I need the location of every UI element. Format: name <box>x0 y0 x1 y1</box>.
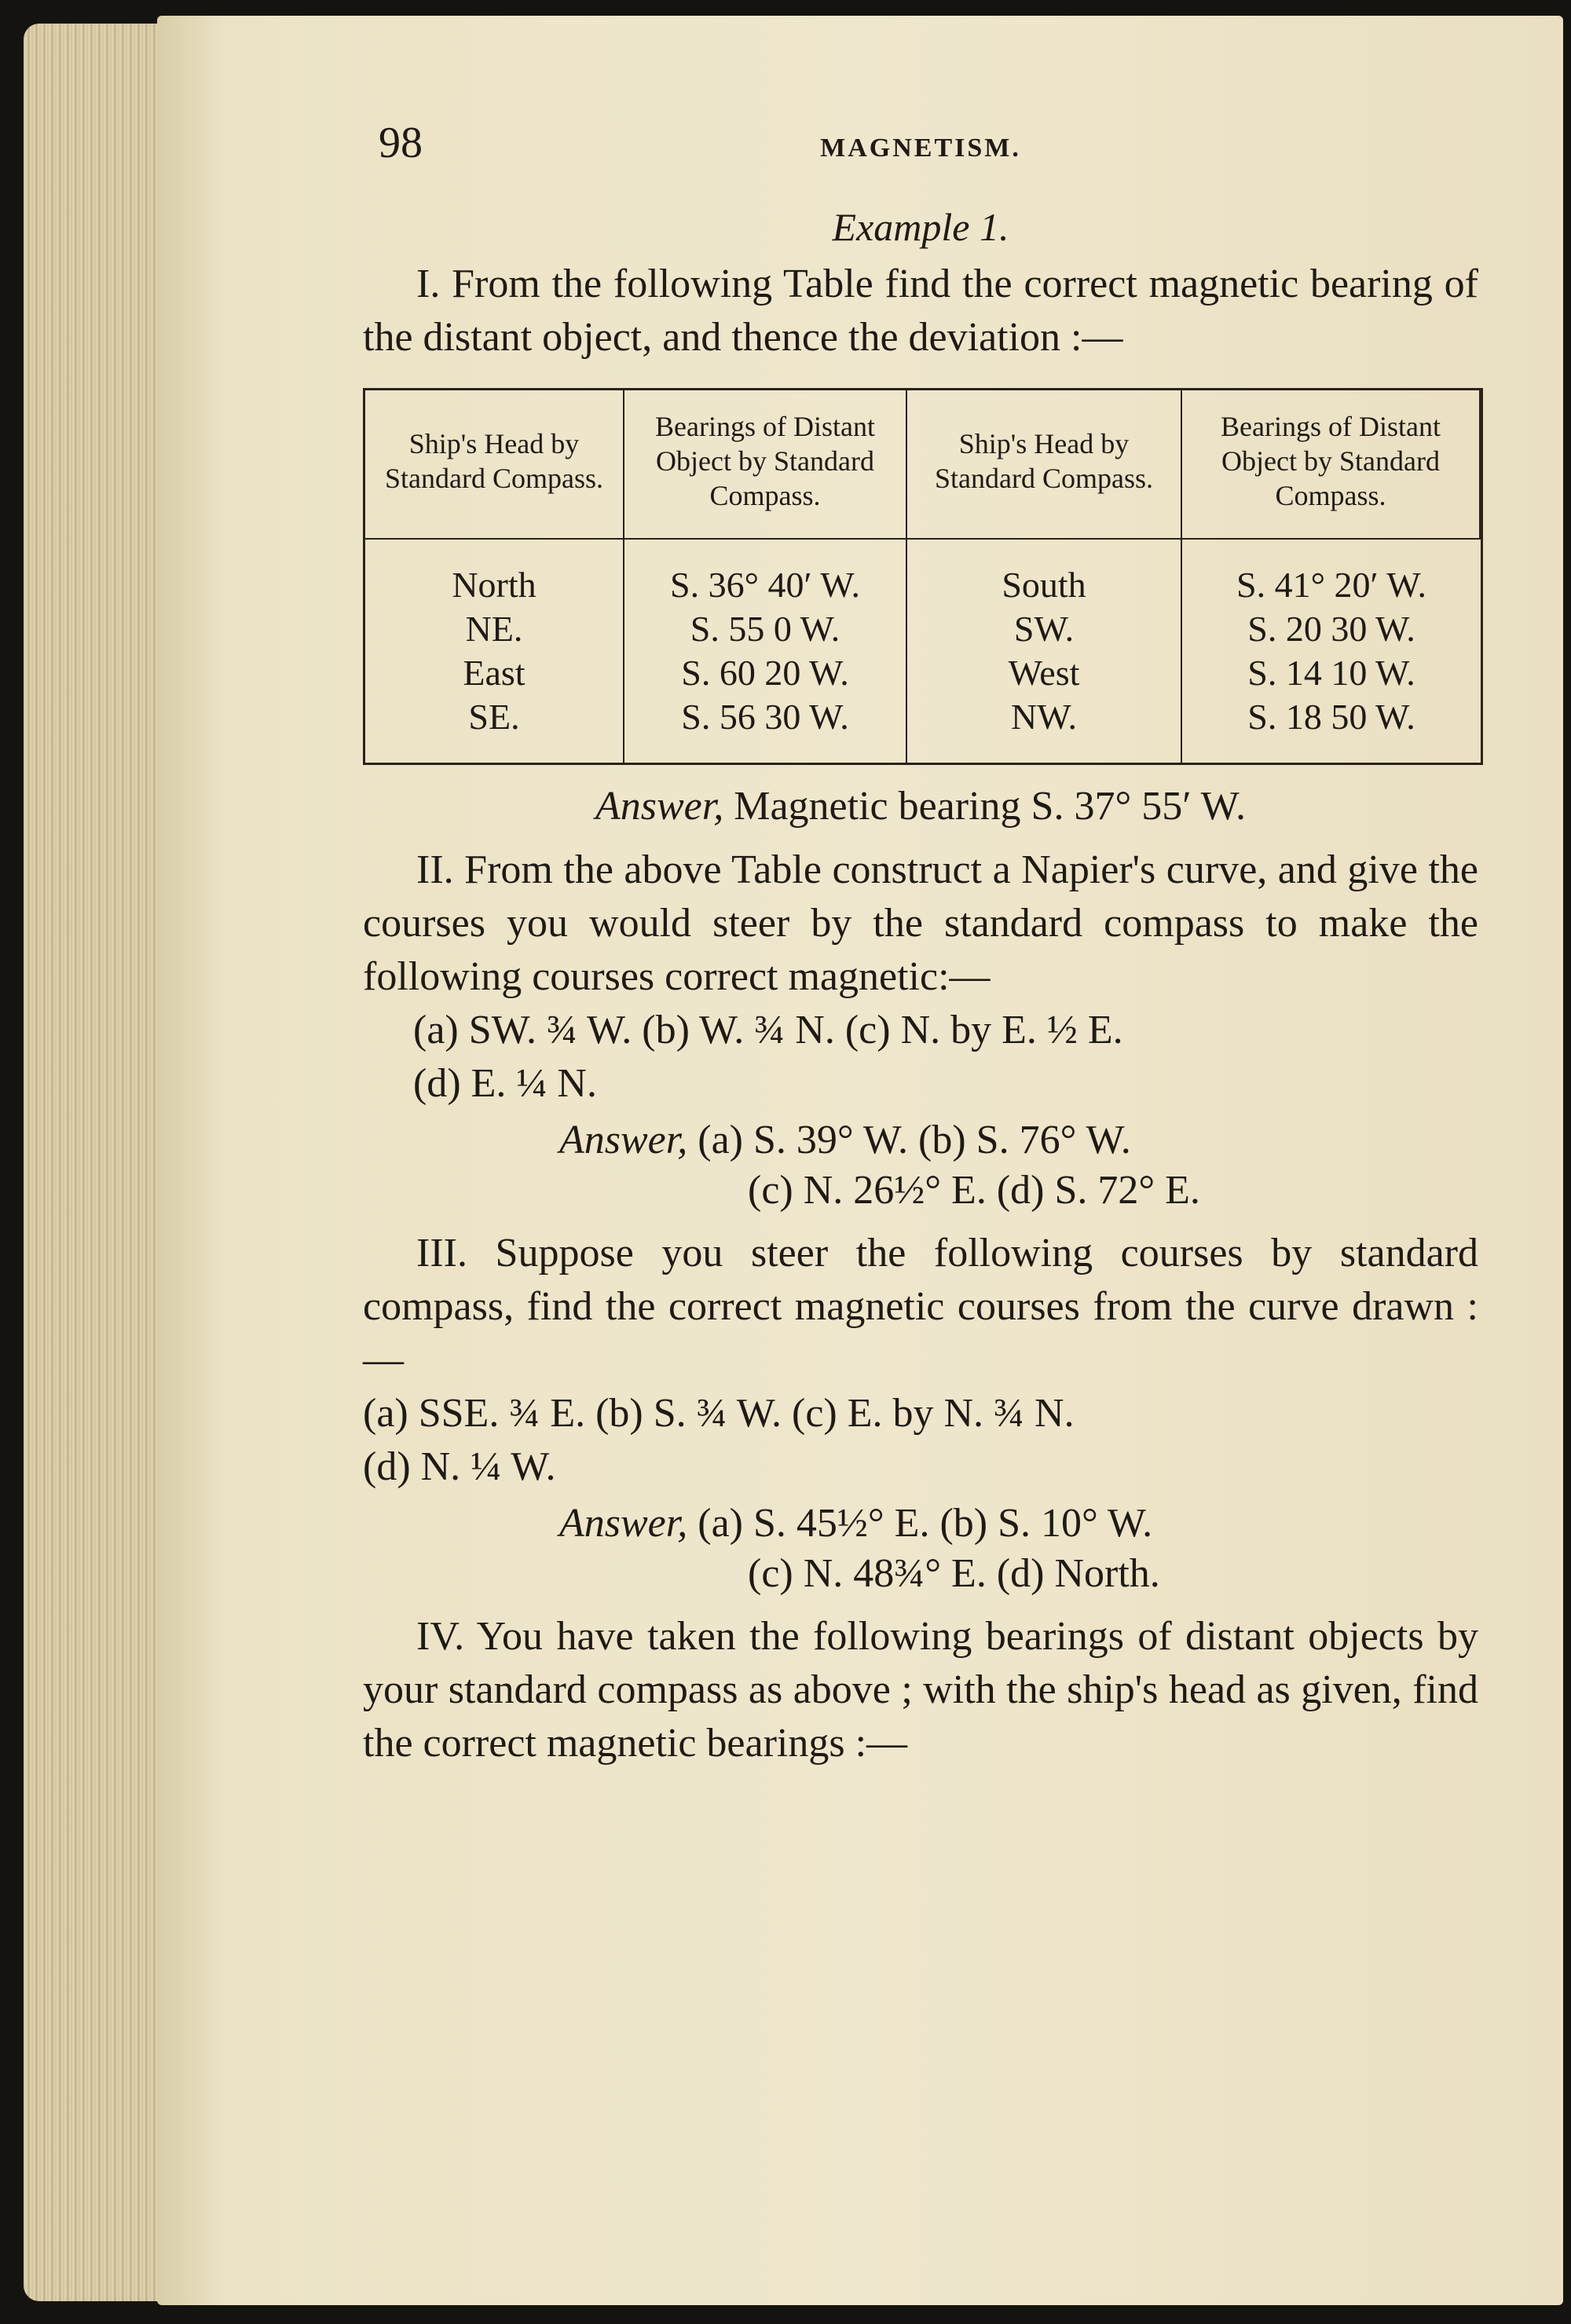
table-header-bearings-1: Bearings of Distant Object by Standard Compass. <box>624 390 907 540</box>
options-line: (d) N. ¼ W. <box>363 1444 556 1489</box>
answer-2 <box>363 1115 1478 1216</box>
table-cell: SE. <box>468 697 520 737</box>
answer-line: (c) N. 26½° E. (d) S. 72° E. <box>748 1168 1200 1213</box>
table-cell: NW. <box>1011 697 1077 737</box>
table-column-ships-head-2 <box>907 540 1182 763</box>
answer-label: Answer, <box>559 1501 688 1546</box>
answer-1 <box>363 781 1478 833</box>
options-line: (a) SW. ¾ W. (b) W. ¾ N. (c) N. by E. ½ E. <box>413 1008 1123 1052</box>
running-head: MAGNETISM. <box>820 134 1021 163</box>
table-column-ships-head-1 <box>365 540 624 763</box>
table-column-bearings-2 <box>1182 540 1481 763</box>
example-title: Example 1. <box>832 205 1009 249</box>
table-cell: S. 36° 40′ W. <box>670 565 860 605</box>
table-cell: SW. <box>1013 609 1075 649</box>
page-header <box>363 118 1478 188</box>
table-cell: S. 55 0 W. <box>690 609 840 649</box>
answer-3 <box>363 1499 1478 1599</box>
page-content <box>363 118 1478 1770</box>
question-2-options <box>363 1004 1478 1111</box>
options-line: (d) E. ¼ N. <box>413 1061 597 1106</box>
question-4: IV. You have taken the following bearings of distant objects by your standard compass as above ; with the ship's head as given, find the correct magnetic bearings :— <box>363 1614 1478 1766</box>
table-cell: South <box>1002 565 1086 605</box>
table-header-ships-head-2: Ship's Head by Standard Compass. <box>907 390 1182 540</box>
table-cell: East <box>463 653 525 693</box>
bearings-table <box>363 388 1483 765</box>
question-1: I. From the following Table find the correct magnetic bearing of the distant object, and thence the deviation :— <box>363 262 1478 360</box>
table-cell: S. 14 10 W. <box>1247 653 1415 693</box>
table-cell: S. 18 50 W. <box>1247 697 1415 737</box>
table-header-bearings-2: Bearings of Distant Object by Standard Compass. <box>1182 390 1481 540</box>
table-column-bearings-1 <box>624 540 907 763</box>
table-header-ships-head-1: Ship's Head by Standard Compass. <box>365 390 624 540</box>
answer-text: Magnetic bearing S. 37° 55′ W. <box>734 784 1246 829</box>
options-line: (a) SSE. ¾ E. (b) S. ¾ W. (c) E. by N. ¾ N. <box>363 1391 1075 1436</box>
table-cell: S. 20 30 W. <box>1247 609 1415 649</box>
answer-label: Answer, <box>559 1118 688 1162</box>
answer-line: (a) S. 39° W. (b) S. 76° W. <box>698 1118 1131 1162</box>
answer-line: (a) S. 45½° E. (b) S. 10° W. <box>698 1501 1153 1546</box>
question-2: II. From the above Table construct a Napier's curve, and give the courses you would steer by the standard compass to make the following courses correct magnetic:— <box>363 847 1478 999</box>
answer-label: Answer, <box>595 784 724 829</box>
question-3-options <box>363 1387 1478 1494</box>
page-number: 98 <box>379 119 423 167</box>
table-cell: S. 56 30 W. <box>681 697 849 737</box>
question-3: III. Suppose you steer the following courses by standard compass, find the correct magnetic courses from the curve drawn :— <box>363 1231 1478 1382</box>
table-cell: NE. <box>465 609 523 649</box>
table-cell: West <box>1008 653 1080 693</box>
table-cell: North <box>452 565 536 605</box>
answer-line: (c) N. 48¾° E. (d) North. <box>748 1551 1160 1596</box>
table-cell: S. 60 20 W. <box>681 653 849 693</box>
table-cell: S. 41° 20′ W. <box>1236 565 1426 605</box>
